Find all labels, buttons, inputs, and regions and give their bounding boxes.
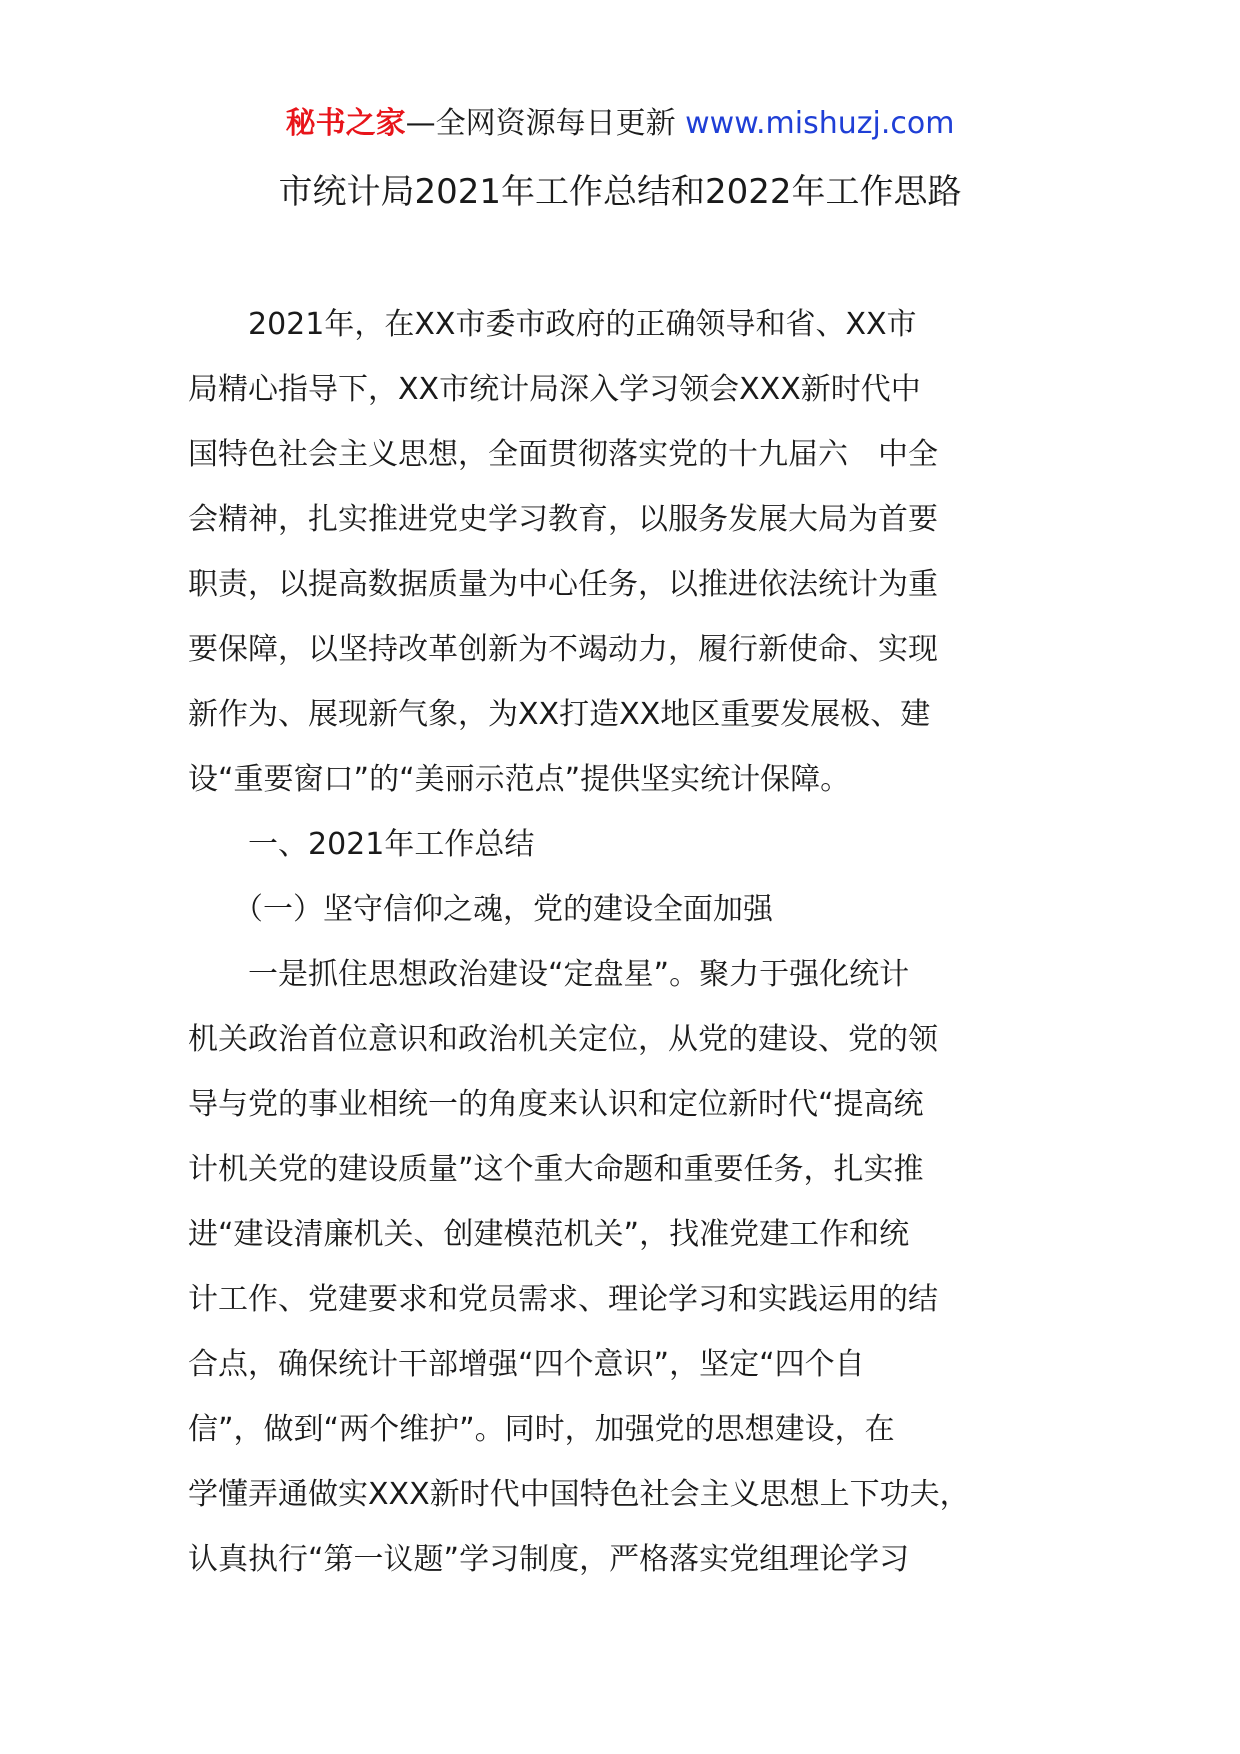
text-line: 合点，确保统计干部增强“四个意识”，坚定“四个自 xyxy=(188,1347,865,1382)
brand-name: 秘书之家 xyxy=(285,106,406,141)
text-line: 局精心指导下，XX市统计局深入学习领会XXX新时代中 xyxy=(188,372,921,407)
text-line: 认真执行“第一议题”学习制度，严格落实党组理论学习 xyxy=(188,1542,910,1577)
text-line: 设“重要窗口”的“美丽示范点”提供坚实统计保障。 xyxy=(188,762,851,797)
text-line: 要保障，以坚持改革创新为不竭动力，履行新使命、实现 xyxy=(188,632,938,667)
site-header xyxy=(0,100,1240,148)
text-line: 机关政治首位意识和政治机关定位，从党的建设、党的领 xyxy=(188,1022,938,1057)
section-heading: 一、2021年工作总结 xyxy=(188,827,535,862)
subsection-heading: （一）坚守信仰之魂，党的建设全面加强 xyxy=(188,892,773,927)
text-line: 2021年，在XX市委市政府的正确领导和省、XX市 xyxy=(188,307,917,342)
text-line: 职责，以提高数据质量为中心任务，以推进依法统计为重 xyxy=(188,567,938,602)
text-line: 信”，做到“两个维护”。同时，加强党的思想建设，在 xyxy=(188,1412,895,1447)
text-line: 计工作、党建要求和党员需求、理论学习和实践运用的结 xyxy=(188,1282,938,1317)
text-line: 新作为、展现新气象，为XX打造XX地区重要发展极、建 xyxy=(188,697,931,732)
text-line: 学懂弄通做实XXX新时代中国特色社会主义思想上下功夫， xyxy=(188,1477,970,1512)
text-line: 计机关党的建设质量”这个重大命题和重要任务，扎实推 xyxy=(188,1152,924,1187)
text-line: 国特色社会主义思想，全面贯彻落实党的十九届六 中全 xyxy=(188,437,938,472)
document-body xyxy=(188,292,1068,1592)
text-line: 导与党的事业相统一的角度来认识和定位新时代“提高统 xyxy=(188,1087,924,1122)
website-url[interactable]: www.mishuzj.com xyxy=(685,106,955,141)
text-line: 进“建设清廉机关、创建模范机关”，找准党建工作和统 xyxy=(188,1217,910,1252)
text-line: 会精神，扎实推进党史学习教育，以服务发展大局为首要 xyxy=(188,502,938,537)
header-tagline: —全网资源每日更新 xyxy=(405,106,686,141)
text-line: 一是抓住思想政治建设“定盘星”。聚力于强化统计 xyxy=(188,957,910,992)
document-title: 市统计局2021年工作总结和2022年工作思路 xyxy=(278,172,962,212)
